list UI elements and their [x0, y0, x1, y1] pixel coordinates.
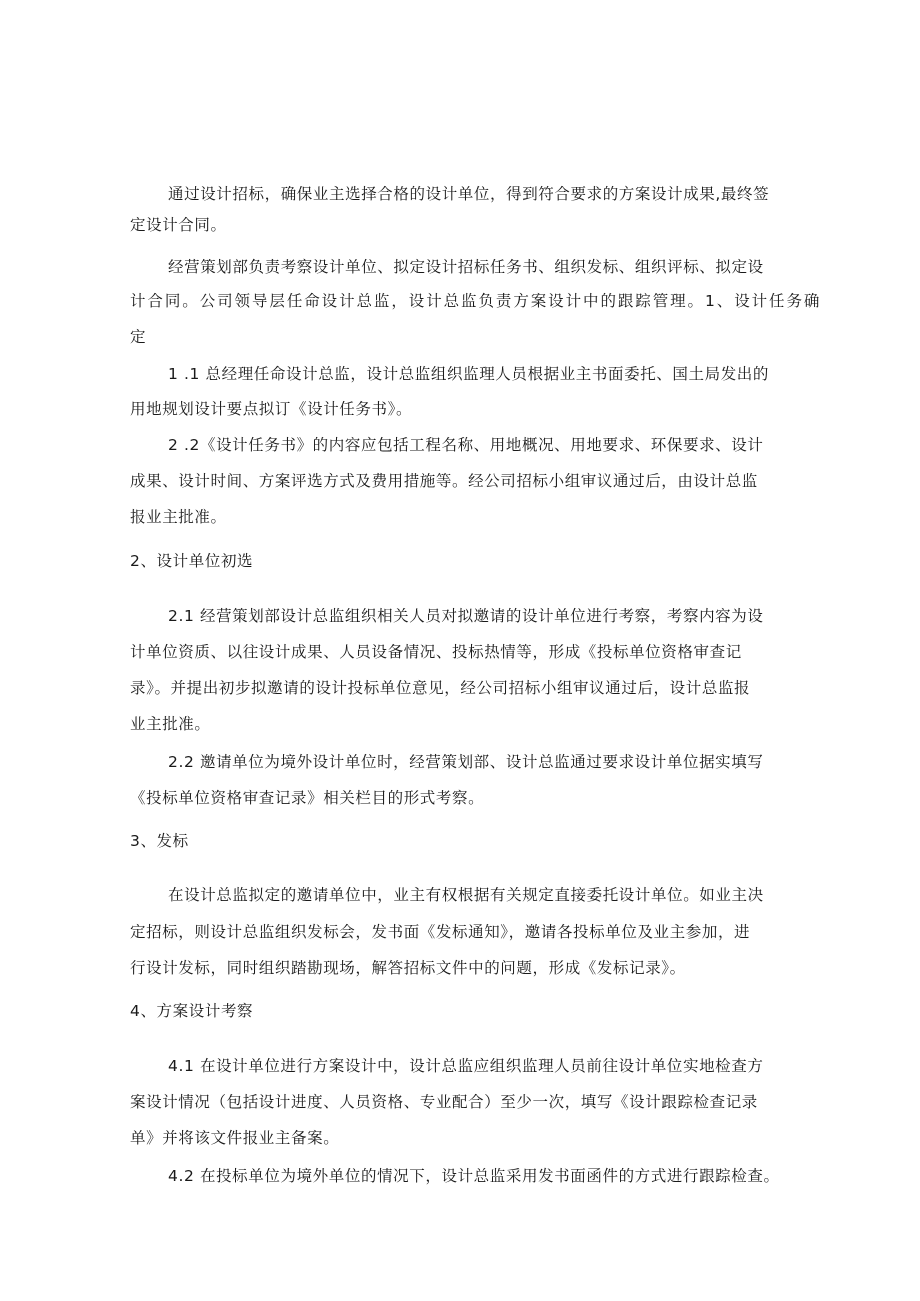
paragraph-2-line-1: 经营策划部负责考察设计单位、拟定设计招标任务书、组织发标、组织评标、拟定设: [168, 258, 764, 276]
paragraph-1-line-1: 通过设计招标，确保业主选择合格的设计单位，得到符合要求的方案设计成果,最终签: [168, 185, 770, 203]
paragraph-7-line-2: 定招标，则设计总监组织发标会，发书面《发标通知》，邀请各投标单位及业主参加，进: [130, 923, 751, 941]
paragraph-2-line-2: 计合同。公司领导层任命设计总监，设计总监负责方案设计中的跟踪管理。1、设计任务确: [130, 292, 820, 310]
paragraph-6-line-2: 《投标单位资格审查记录》相关栏目的形式考察。: [130, 789, 485, 807]
section-heading-2: 2、设计单位初选: [130, 552, 254, 570]
paragraph-4-line-2: 成果、设计时间、方案评选方式及费用措施等。经公司招标小组审议通过后，由设计总监: [130, 472, 758, 490]
paragraph-6-line-1: 2.2 邀请单位为境外设计单位时，经营策划部、设计总监通过要求设计单位据实填写: [168, 753, 764, 771]
paragraph-5-line-1: 2.1 经营策划部设计总监组织相关人员对拟邀请的设计单位进行考察，考察内容为设: [168, 607, 764, 625]
paragraph-3-line-2: 用地规划设计要点拟订《设计任务书》。: [130, 400, 413, 418]
paragraph-7-line-3: 行设计发标，同时组织踏勘现场，解答招标文件中的问题，形成《发标记录》。: [130, 959, 686, 977]
paragraph-4-line-1: 2 .2《设计任务书》的内容应包括工程名称、用地概况、用地要求、环保要求、设计: [168, 436, 764, 454]
paragraph-8-line-1: 4.1 在设计单位进行方案设计中，设计总监应组织监理人员前往设计单位实地检查方: [168, 1057, 764, 1075]
paragraph-8-line-3: 单》并将该文件报业主备案。: [130, 1129, 340, 1147]
paragraph-5-line-4: 业主批准。: [130, 715, 211, 733]
section-heading-4: 4、方案设计考察: [130, 1002, 254, 1020]
paragraph-5-line-2: 计单位资质、以往设计成果、人员设备情况、投标热情等，形成《投标单位资格审查记: [130, 643, 742, 661]
paragraph-2-line-3: 定: [130, 328, 147, 346]
paragraph-7-line-1: 在设计总监拟定的邀请单位中，业主有权根据有关规定直接委托设计单位。如业主决: [168, 886, 764, 904]
paragraph-4-line-3: 报业主批准。: [130, 508, 227, 526]
paragraph-1-line-2: 定设计合同。: [130, 216, 227, 234]
document-page: [130, 0, 820, 1301]
paragraph-3-line-1: 1 .1 总经理任命设计总监，设计总监组织监理人员根据业主书面委托、国土局发出的: [168, 365, 770, 383]
paragraph-5-line-3: 录》。并提出初步拟邀请的设计投标单位意见，经公司招标小组审议通过后，设计总监报: [130, 679, 751, 697]
paragraph-9-line-1: 4.2 在投标单位为境外单位的情况下，设计总监采用发书面函件的方式进行跟踪检查。: [168, 1167, 780, 1185]
paragraph-8-line-2: 案设计情况（包括设计进度、人员资格、专业配合）至少一次，填写《设计跟踪检查记录: [130, 1093, 758, 1111]
section-heading-3: 3、发标: [130, 832, 189, 850]
